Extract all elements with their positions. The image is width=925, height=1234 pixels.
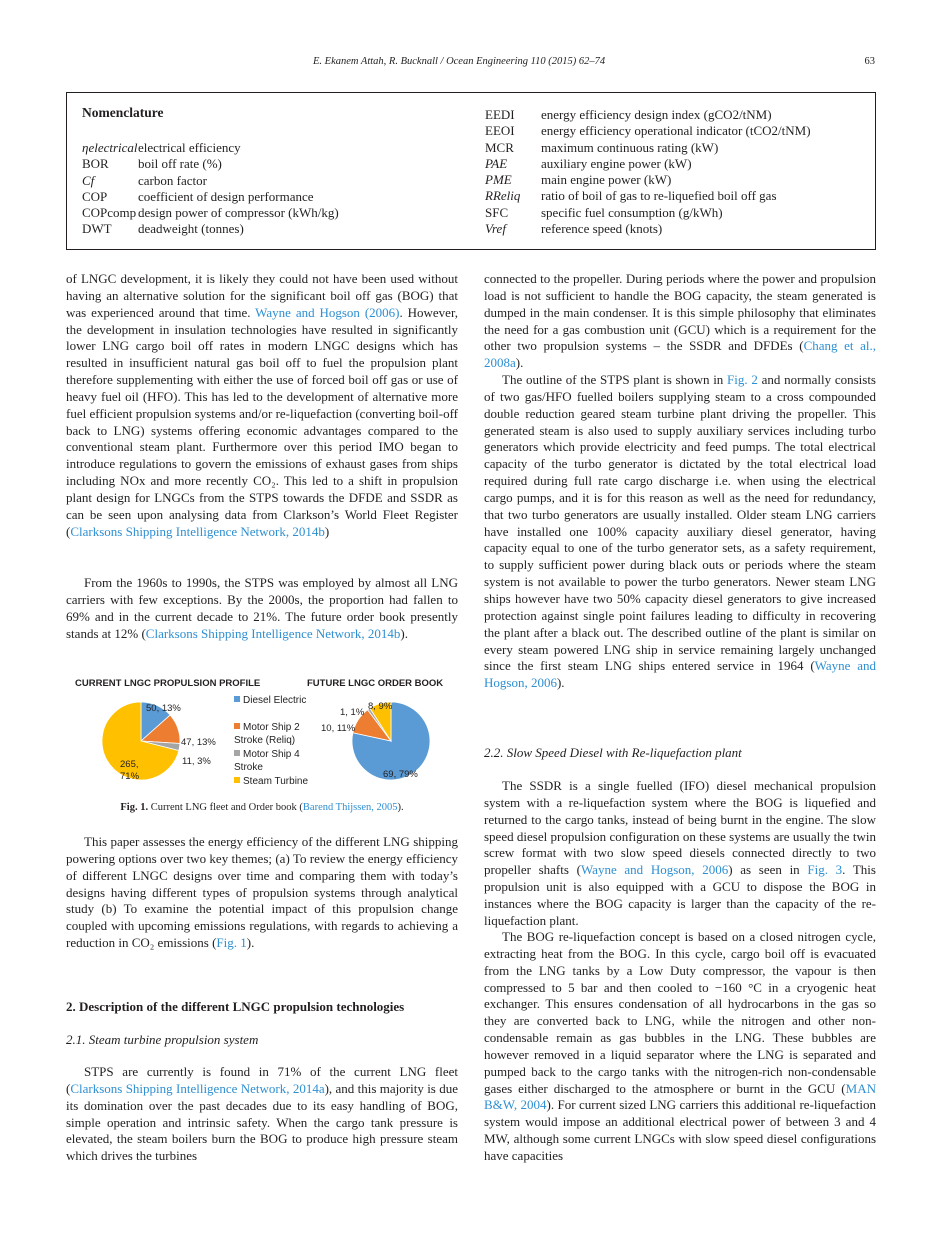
paragraph	[66, 1064, 458, 1165]
legend-item	[234, 775, 319, 789]
paragraph-text: STPS are currently is found in 71% of the current LNG fleet (	[66, 1064, 458, 1096]
legend-label: Steam Turbine	[243, 775, 309, 787]
paragraph-text: This paper assesses the energy efficiency of the different LNG shipping powering options over two key themes; (a) To review the energy efficiency of different LNGC designs over time and comparing them with today’s designs having different types of propulsion systems through analytical study (b) To examine the potential impact of this propulsion change coupled with upcoming emissions regulations, with regards to achieving a reduction in CO₂ emissions (	[66, 834, 458, 951]
legend-label: Motor Ship 2 Stroke (Reliq)	[234, 721, 300, 746]
symbol: EEOI	[485, 123, 515, 139]
paragraph-text: The BOG re-liquefaction concept is based on a closed nitrogen cycle, extracting heat from the BOG. In this cycle, cargo boil off is evacuated from the LNG tanks by a Low Duty compressor, the vapour is then compressed to 5 bar and then cooled to −160 °C in a cryogenic heat exchanger. This ensures condensation of all hydrocarbons in the gas so they are converted back to LNG, while the nitrogen and other non-condensable remain as gas bubbles in the LNG. These bubbles are however removed in a liquid separator where the LNG is separated and pumped back to the cargo tanks with the nitrogen-rich non-condensable gases either discharged to the atmosphere or burnt in the GCU (	[484, 929, 876, 1096]
subsection-heading: 2.2. Slow Speed Diesel with Re-liquefaction plant	[484, 745, 742, 760]
citation-link[interactable]: Wayne and Hogson, 2006	[484, 658, 876, 691]
citation-link[interactable]: Clarksons Shipping Intelligence Network, 2014b	[145, 625, 401, 641]
caption-text: Current LNG fleet and Order book (	[148, 802, 303, 813]
citation-link[interactable]: Fig. 1	[216, 935, 247, 951]
legend-item	[234, 721, 319, 748]
paragraph-text: ).	[400, 625, 408, 641]
definition: electrical efficiency	[138, 140, 241, 155]
citation-link[interactable]: Fig. 3	[807, 862, 843, 878]
paragraph	[484, 929, 876, 1165]
paragraph-text: )	[324, 523, 330, 539]
definition: coefficient of design performance	[138, 188, 314, 204]
citation-link[interactable]: Clarksons Shipping Intelligence Network, 2014b	[70, 523, 325, 539]
definition: deadweight (tonnes)	[138, 221, 244, 237]
legend-swatch	[234, 750, 240, 756]
legend	[234, 694, 319, 788]
symbol: COPcomp	[82, 205, 137, 221]
paragraph-text: ).	[515, 355, 524, 371]
definition: reference speed (knots)	[541, 221, 663, 237]
paragraph-text: ). For current sized LNG carriers this additional re-liquefaction system would impose an additional electrical power of between 3 and 4 MW, although some current LNGCs with slow speed diesel configurations have capacities	[484, 1097, 876, 1163]
definition: maximum continuous rating (kW)	[541, 139, 719, 155]
paragraph-text: connected to the propeller. During periods where the power and propulsion load is not sufficient to handle the BOG capacity, the steam generated is dumped in the main condenser. It is this simple philosophy that eliminates the need for a gas combustion unit (GCU) which is a requirement for the other two propulsion systems – the SSDR and DFDEs (	[484, 271, 876, 354]
symbol: DWT	[82, 221, 112, 237]
symbol: BOR	[82, 156, 109, 172]
legend-item	[234, 748, 319, 775]
paragraph	[66, 834, 458, 952]
paragraph-text: . This propulsion unit is also equipped with a GCU to dispose the BOG in instances where the BOG capacity is larger than the capacity of the re-liquefaction plant.	[484, 862, 876, 928]
definition: energy efficiency design index (gCO2/tNM)	[541, 107, 772, 122]
symbol: MCR	[485, 139, 514, 155]
paragraph-text: of LNGC development, it is likely they could not have been used without having an alternative solution for the significant boil off gas (BOG) that was experienced around that time.	[66, 271, 458, 320]
citation-link[interactable]: Barend Thijssen, 2005	[302, 802, 398, 813]
symbol: PME	[485, 172, 512, 188]
chart-title-current: CURRENT LNGC PROPULSION PROFILE	[75, 678, 261, 689]
section-heading: 2. Description of the different LNGC propulsion technologies	[66, 999, 405, 1014]
data-label: 11, 3%	[182, 756, 211, 767]
symbol: EEDI	[485, 107, 515, 122]
data-label: 50, 13%	[146, 703, 181, 714]
paragraph	[484, 778, 876, 930]
page-number: 63	[864, 56, 875, 67]
definition: design power of compressor (kWh/kg)	[138, 205, 339, 221]
citation-link[interactable]: Fig. 2	[727, 372, 758, 387]
data-label: 1, 1%	[340, 707, 365, 718]
paragraph-text: and normally consists of two gas/HFO fuelled boilers supplying steam to a cross compounded double reduction geared steam turbine plant driving the propeller. This generated steam is also used to supply auxiliary services including turbo generators which provide electricity and feed pumps. The total electrical capacity of the turbo generator is dictated by the total electrical load required during full rate cargo discharge i.e. when using the electrical cargo pumps, and it is for this reason as well as the need for redundancy, that two turbo generators are usually installed. Older steam LNG carriers have installed one 100% capacity auxiliary diesel generator, having capacity equal to one of the turbo generator sets, as a safety requirement, to supply sufficient power during black outs or periods where the steam system is not available to power the turbo generators. Newer steam LNG ships however have two 50% capacity diesel generators to give increased protection against single point failures leading to difficulty in recovering the plant after a black out. The described outline of the plant is similar on every steam powered LNG ship in service remaining largely unchanged since the first steam LNG ships entered service in 1964 (	[484, 372, 876, 674]
paragraph-text: The outline of the STPS plant is shown in	[502, 372, 728, 387]
caption-text: ).	[397, 802, 404, 813]
citation-link[interactable]: Chang et al., 2008a	[484, 338, 877, 371]
legend-item	[234, 694, 319, 708]
paragraph-text: ).	[246, 935, 255, 951]
definition: boil off rate (%)	[138, 156, 222, 172]
symbol: PAE	[485, 155, 508, 171]
data-label: 8, 9%	[368, 701, 393, 712]
citation-link[interactable]: Wayne and Hogson, 2006	[580, 862, 729, 878]
caption-label: Fig. 1.	[120, 802, 149, 813]
legend-label: Diesel Electric	[243, 695, 307, 706]
data-label: 47, 13%	[181, 737, 216, 748]
subsection-heading: 2.1. Steam turbine propulsion system	[66, 1032, 259, 1047]
legend-swatch	[234, 777, 240, 783]
symbol: RReliq	[485, 188, 521, 204]
definition: main engine power (kW)	[541, 172, 672, 188]
paragraph	[484, 372, 876, 692]
data-label: 10, 11%	[321, 723, 356, 734]
definition: carbon factor	[138, 172, 207, 188]
citation-link[interactable]: MAN B&W, 2004	[484, 1080, 876, 1113]
paragraph-text: ).	[556, 675, 565, 691]
paragraph-text: ), and this majority is due its domination over the past decades due to its easy handling of BOG, simple operation and intrinsic safety. When the cargo tank pressure is elevated, the steam boilers burn the BOG to produce high pressure steam which drives the turbines	[66, 1080, 458, 1164]
definition: auxiliary engine power (kW)	[541, 155, 692, 171]
definition: energy efficiency operational indicator (tCO2/tNM)	[541, 123, 811, 139]
paragraph-text: From the 1960s to 1990s, the STPS was employed by almost all LNG carriers with few exceptions. By the 2000s, the proportion had fallen to 69% and in the current decade to 21%. The future order book presently stands at 12% (	[66, 575, 458, 641]
symbol: ηelectrical	[82, 140, 138, 155]
paragraph-text: . However, the development in insulation technologies have resulted in significantly lower LNG cargo boil off rates in modern LNGC designs which has resulted in insufficient natural gas boil off to fuel the propulsion plant therefore supplementing with either the use of forced boil off gas or use of heavy fuel oil (HFO). This has led to the development of alternative more fuel efficient propulsion systems and/or re-liquefaction (converting boil-off back to LNG) systems offering economic advantages compared to the conventional steam plant. Furthermore over this period IMO began to introduce regulations to govern the emissions of exhaust gases from ships including NOx and more recently CO₂. This led to a shift in propulsion plant design for LNGCs from the STPS towards the DFDE and SSDR as can be seen upon analysing data from Clarkson’s World Fleet Register (	[66, 304, 458, 539]
chart-title-future: FUTURE LNGC ORDER BOOK	[307, 678, 444, 689]
symbol: COP	[82, 188, 108, 204]
symbol: Vref	[485, 221, 506, 237]
paragraph	[484, 271, 876, 372]
definition: ratio of boil of gas to re-liquefied boil off gas	[541, 188, 777, 204]
legend-swatch	[234, 723, 240, 729]
citation-link[interactable]: Clarksons Shipping Intelligence Network, 2014a	[70, 1080, 325, 1096]
symbol: SFC	[485, 204, 509, 220]
symbol: Cf	[82, 172, 95, 188]
paragraph-text: ) as seen in	[728, 862, 808, 878]
nomenclature-title: Nomenclature	[82, 105, 164, 120]
legend-swatch	[234, 696, 240, 702]
figure-caption	[66, 802, 458, 813]
legend-label: Motor Ship 4 Stroke	[234, 748, 300, 773]
data-label: 69, 79%	[383, 769, 418, 780]
citation-link[interactable]: Wayne and Hogson (2006)	[255, 304, 400, 320]
definition: specific fuel consumption (g/kWh)	[541, 204, 723, 220]
running-head: E. Ekanem Attah, R. Bucknall / Ocean Engineering 110 (2015) 62–74	[313, 56, 606, 67]
paragraph-text: The SSDR is a single fuelled (IFO) diesel mechanical propulsion system with a re-liquefaction system where the BOG is liquefied and returned to the cargo tanks, instead of being burnt in the engine. The slow speed diesel propulsion configuration on these systems are usually the twin screw format with two slow speed diesels connected directly to two propeller shafts (	[484, 778, 876, 878]
data-label: 265, 71%	[120, 759, 140, 782]
